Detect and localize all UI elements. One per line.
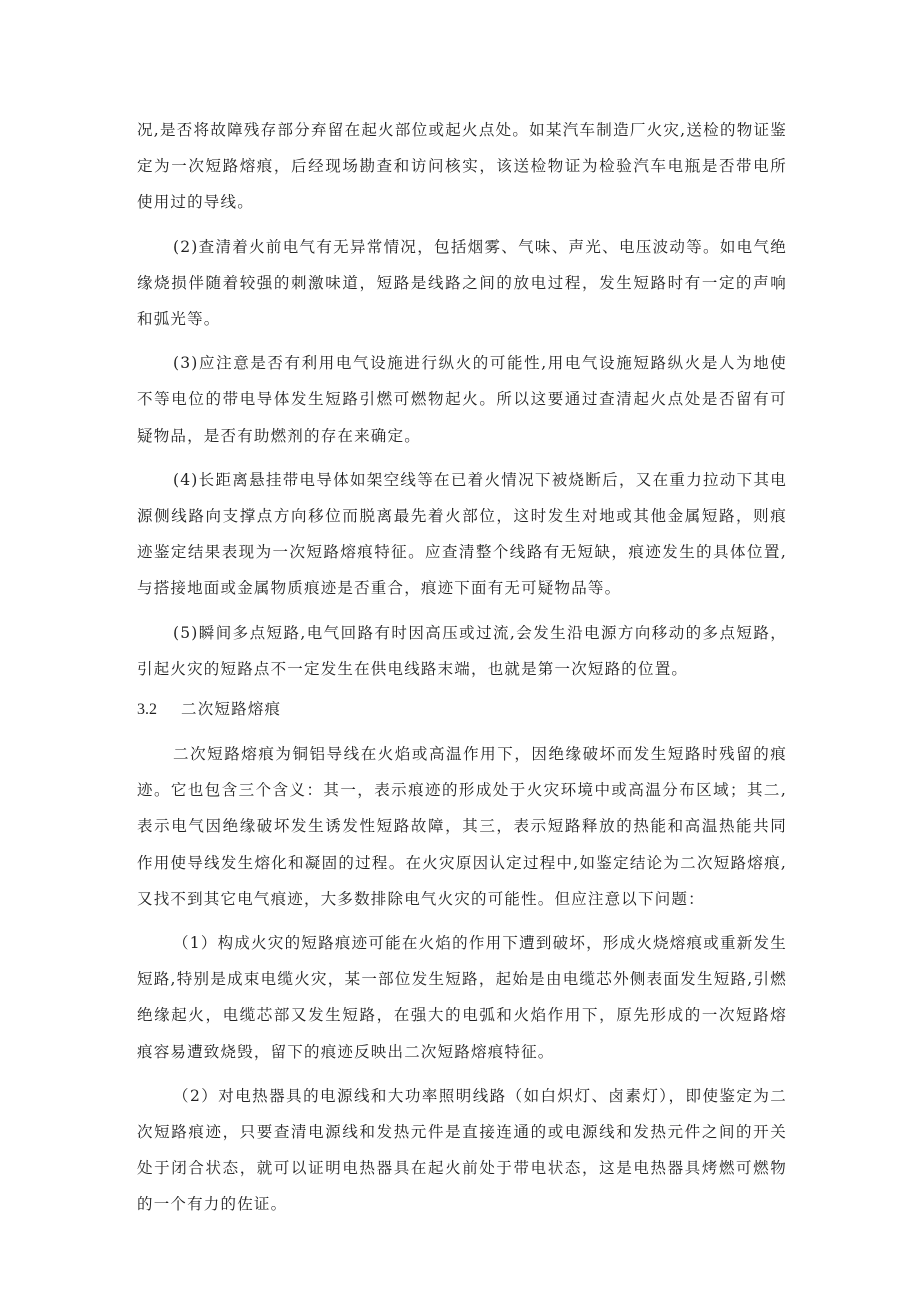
paragraph-item-4: (4)长距离悬挂带电导体如架空线等在已着火情况下被烧断后，又在重力拉动下其电源侧线路向支撑点方向移位而脱离最先着火部位，这时发生对地或其他金属短路，则痕迹鉴定结果表现为一次短路熔痕特征。应查清整个线路有无短缺，痕迹发生的具体位置,与搭接地面或金属物质痕迹是否重合，痕迹下面有无可疑物品等。 xyxy=(137,470,787,598)
paragraph-continuation: 况,是否将故障残存部分弃留在起火部位或起火点处。如某汽车制造厂火灾,送检的物证鉴定为一次短路熔痕，后经现场勘查和访问核实，该送检物证为检验汽车电瓶是否带电所使用过的导线。 xyxy=(137,121,787,212)
paragraph-item-5: (5)瞬间多点短路,电气回路有时因高压或过流,会发生沿电源方向移动的多点短路，引起火灾的短路点不一定发生在供电线路末端，也就是第一次短路的位置。 xyxy=(137,623,787,678)
paragraph-intro: 二次短路熔痕为铜铝导线在火焰或高温作用下，因绝缘破坏而发生短路时残留的痕迹。它也包含三个含义：其一，表示痕迹的形成处于火灾环境中或高温分布区域；其二,表示电气因绝缘破坏发生诱发性短路故障，其三，表示短路释放的热能和高温热能共同作用使导线发生熔化和凝固的过程。在火灾原因认定过程中,如鉴定结论为二次短路熔痕,又找不到其它电气痕迹，大多数排除电气火灾的可能性。但应注意以下问题： xyxy=(137,745,787,908)
paragraph-issue-1: （1）构成火灾的短路痕迹可能在火焰的作用下遭到破坏，形成火烧熔痕或重新发生短路,特别是成束电缆火灾，某一部位发生短路，起始是由电缆芯外侧表面发生短路,引燃绝缘起火，电缆芯部又发生短路，在强大的电弧和火焰作用下，原先形成的一次短路熔痕容易遭致烧毁，留下的痕迹反映出二次短路熔痕特征。 xyxy=(137,934,787,1061)
paragraph-issue-2: （2）对电热器具的电源线和大功率照明线路（如白炽灯、卤素灯），即使鉴定为二次短路痕迹，只要查清电源线和发热元件是直接连通的或电源线和发热元件之间的开关处于闭合状态，就可以证明电热器具在起火前处于带电状态，这是电热器具烤燃可燃物的一个有力的佐证。 xyxy=(137,1086,787,1214)
paragraph-item-2: (2)查清着火前电气有无异常情况，包括烟雾、气味、声光、电压波动等。如电气绝缘烧损伴随着较强的刺激味道，短路是线路之间的放电过程，发生短路时有一定的声响和弧光等。 xyxy=(137,237,787,329)
document-body xyxy=(137,112,787,1223)
section-number: 3.2 xyxy=(137,701,157,719)
paragraph-item-3: (3)应注意是否有利用电气设施进行纵火的可能性,用电气设施短路纵火是人为地使不等电位的带电导体发生短路引燃可燃物起火。所以这要通过查清起火点处是否留有可疑物品，是否有助燃剂的存在来确定。 xyxy=(137,354,787,445)
section-title: 二次短路熔痕 xyxy=(181,700,282,719)
section-heading xyxy=(137,691,787,728)
